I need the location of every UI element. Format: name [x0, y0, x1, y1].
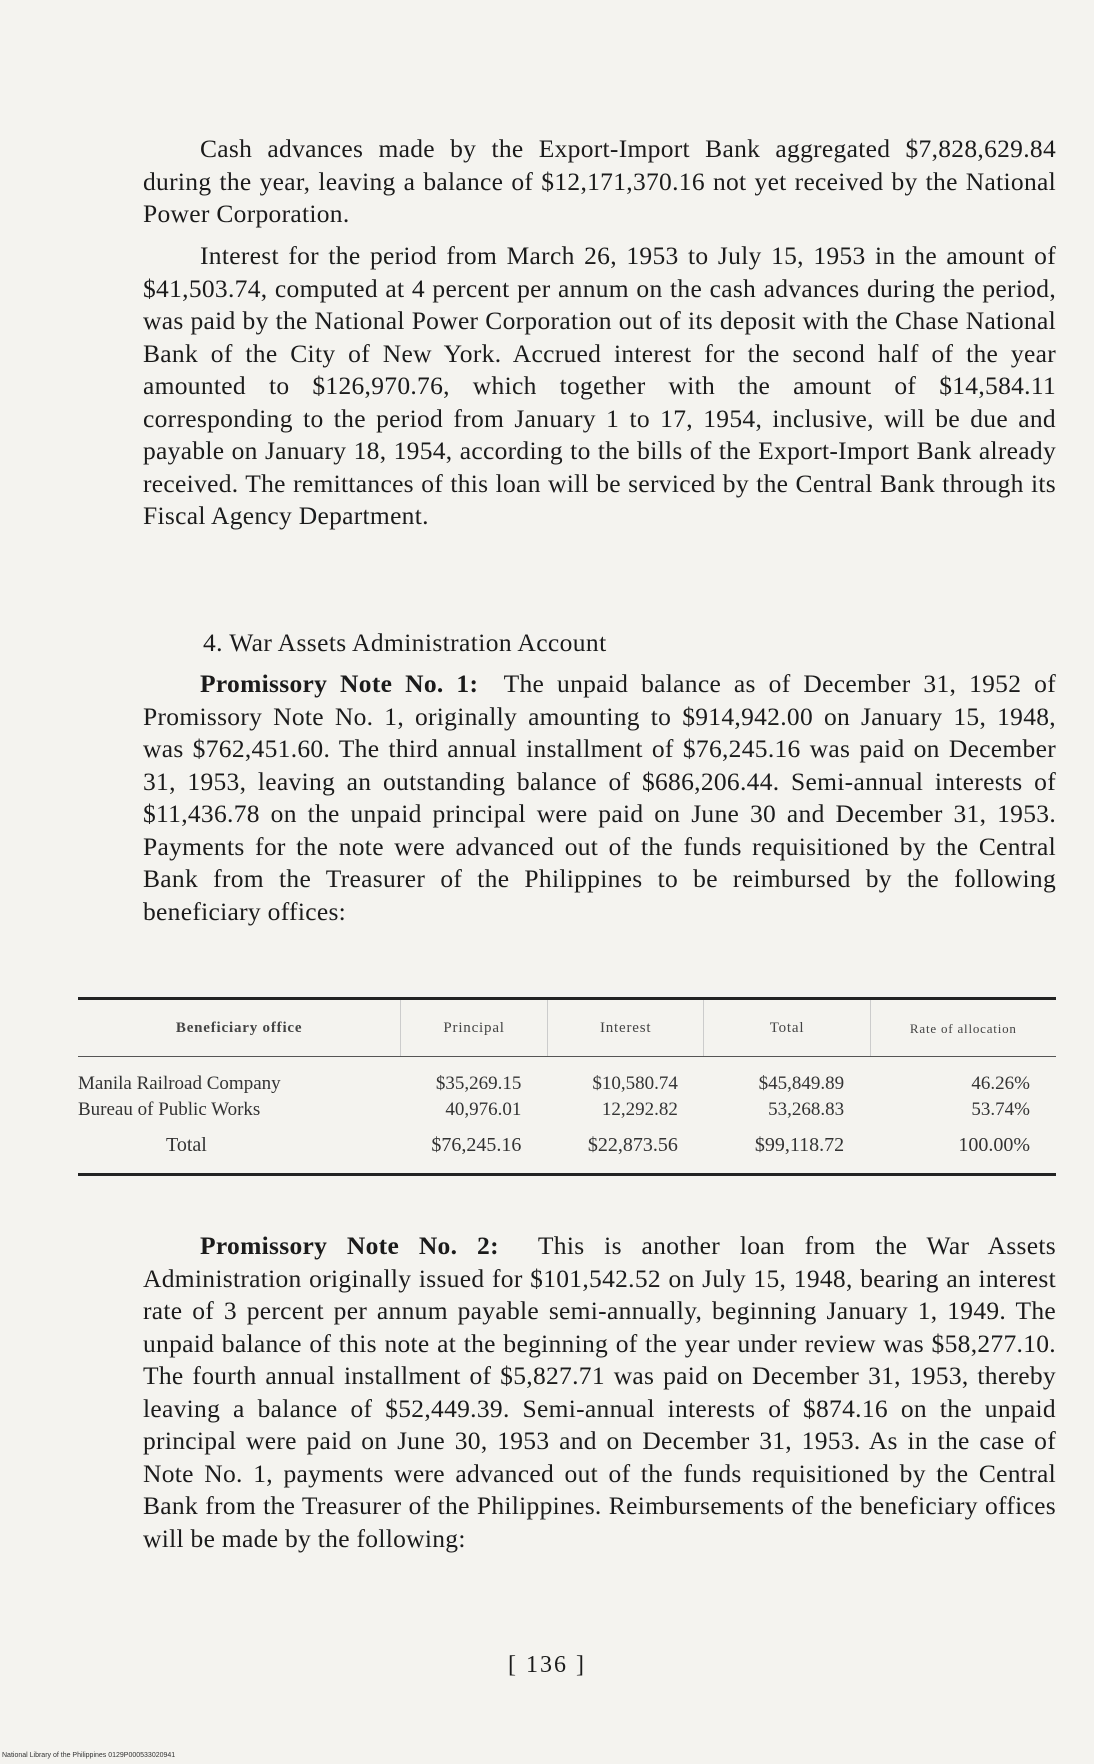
paragraph-text: Cash advances made by the Export-Import Bank aggregated $7,828,629.84 during the year, leaving a balance of $12,171,370.16 not yet received by the National Power Corporation. — [143, 134, 1056, 228]
note-1-text: The unpaid balance as of December 31, 1952 of Promissory Note No. 1, originally amounting to $914,942.00 on January 15, 1948, was $762,451.60. The third annual installment of $76,245.16 was paid on December 31, 1953, leaving an outstanding balance of $686,206.44. Semi-annual interests of $11,436.78 on the unpaid principal were paid on June 30 and December 31, 1953. Payments for the note were advanced out of the funds requisitioned by the Central Bank from the Treasurer of the Philippines to be reimbursed by the following beneficiary offices: — [143, 669, 1056, 926]
paragraph-text: Interest for the period from March 26, 1953 to July 15, 1953 in the amount of $41,503.74, computed at 4 percent per annum on the cash advances during the period, was paid by the National Power Corporation out of its deposit with the Chase National Bank of the City of New York. Accrued interest for the second half of the year amounted to $126,970.76, which together with the amount of $14,584.11 corresponding to the period from January 1 to 17, 1954, inclusive, will be due and payable on January 18, 1954, according to the bills of the Export-Import Bank already received. The remittances of this loan will be serviced by the Central Bank through its Fiscal Agency Department. — [143, 241, 1056, 530]
paragraph-promissory-note-1 — [143, 668, 1056, 928]
cell-total-label: Total — [166, 1133, 207, 1156]
cell-total-interest: $22,873.56 — [587, 1133, 678, 1156]
section-heading: 4. War Assets Administration Account — [203, 628, 607, 657]
beneficiary-table — [78, 997, 1056, 1176]
cell-total: 53,268.83 — [768, 1099, 845, 1120]
note-2-text: This is another loan from the War Assets Administration originally issued for $101,542.52 on July 15, 1948, bearing an interest rate of 3 percent per annum payable semi-annually, beginning January 1, 1949. The unpaid balance of this note at the beginning of the year under review was $58,277.10. The fourth annual installment of $5,827.71 was paid on December 31, 1953, thereby leaving a balance of $52,449.39. Semi-annual interests of $874.16 on the unpaid principal were paid on June 30, 1953 and on December 31, 1953. As in the case of Note No. 1, payments were advanced out of the funds requisitioned by the Central Bank from the Treasurer of the Philippines. Reimbursements of the beneficiary offices will be made by the following: — [143, 1231, 1056, 1553]
note-2-label: Promissory Note No. 2: — [200, 1231, 499, 1260]
page-number: [ 136 ] — [508, 1652, 586, 1678]
header-total: Total — [704, 1000, 870, 1056]
cell-total-principal: $76,245.16 — [431, 1133, 522, 1156]
cell-rate: 46.26% — [971, 1073, 1030, 1094]
paragraph-promissory-note-2 — [143, 1230, 1056, 1555]
table-row — [78, 1071, 1056, 1097]
table-total-row — [78, 1123, 1056, 1167]
note-1-label: Promissory Note No. 1: — [200, 669, 479, 698]
cell-principal: $35,269.15 — [435, 1073, 522, 1094]
header-interest: Interest — [547, 1000, 703, 1056]
cell-office: Bureau of Public Works — [78, 1099, 261, 1120]
cell-total-total: $99,118.72 — [754, 1133, 845, 1156]
paragraph-cash-advances — [143, 133, 1056, 231]
table-row — [78, 1097, 1056, 1123]
cell-interest: $10,580.74 — [592, 1073, 678, 1094]
cell-office: Manila Railroad Company — [78, 1073, 281, 1094]
cell-principal: 40,976.01 — [445, 1099, 522, 1120]
header-principal: Principal — [401, 1000, 548, 1056]
table-header-row — [78, 1000, 1056, 1056]
paragraph-interest — [143, 240, 1056, 533]
header-beneficiary-office: Beneficiary office — [175, 1019, 303, 1036]
footer-stamp: National Library of the Philippines 0129P000533020941 — [2, 1752, 176, 1759]
header-rate-of-allocation: Rate of allocation — [870, 1000, 1056, 1056]
cell-total-rate: 100.00% — [958, 1133, 1030, 1156]
cell-interest: 12,292.82 — [601, 1099, 678, 1120]
cell-rate: 53.74% — [971, 1099, 1030, 1120]
cell-total: $45,849.89 — [758, 1073, 845, 1094]
